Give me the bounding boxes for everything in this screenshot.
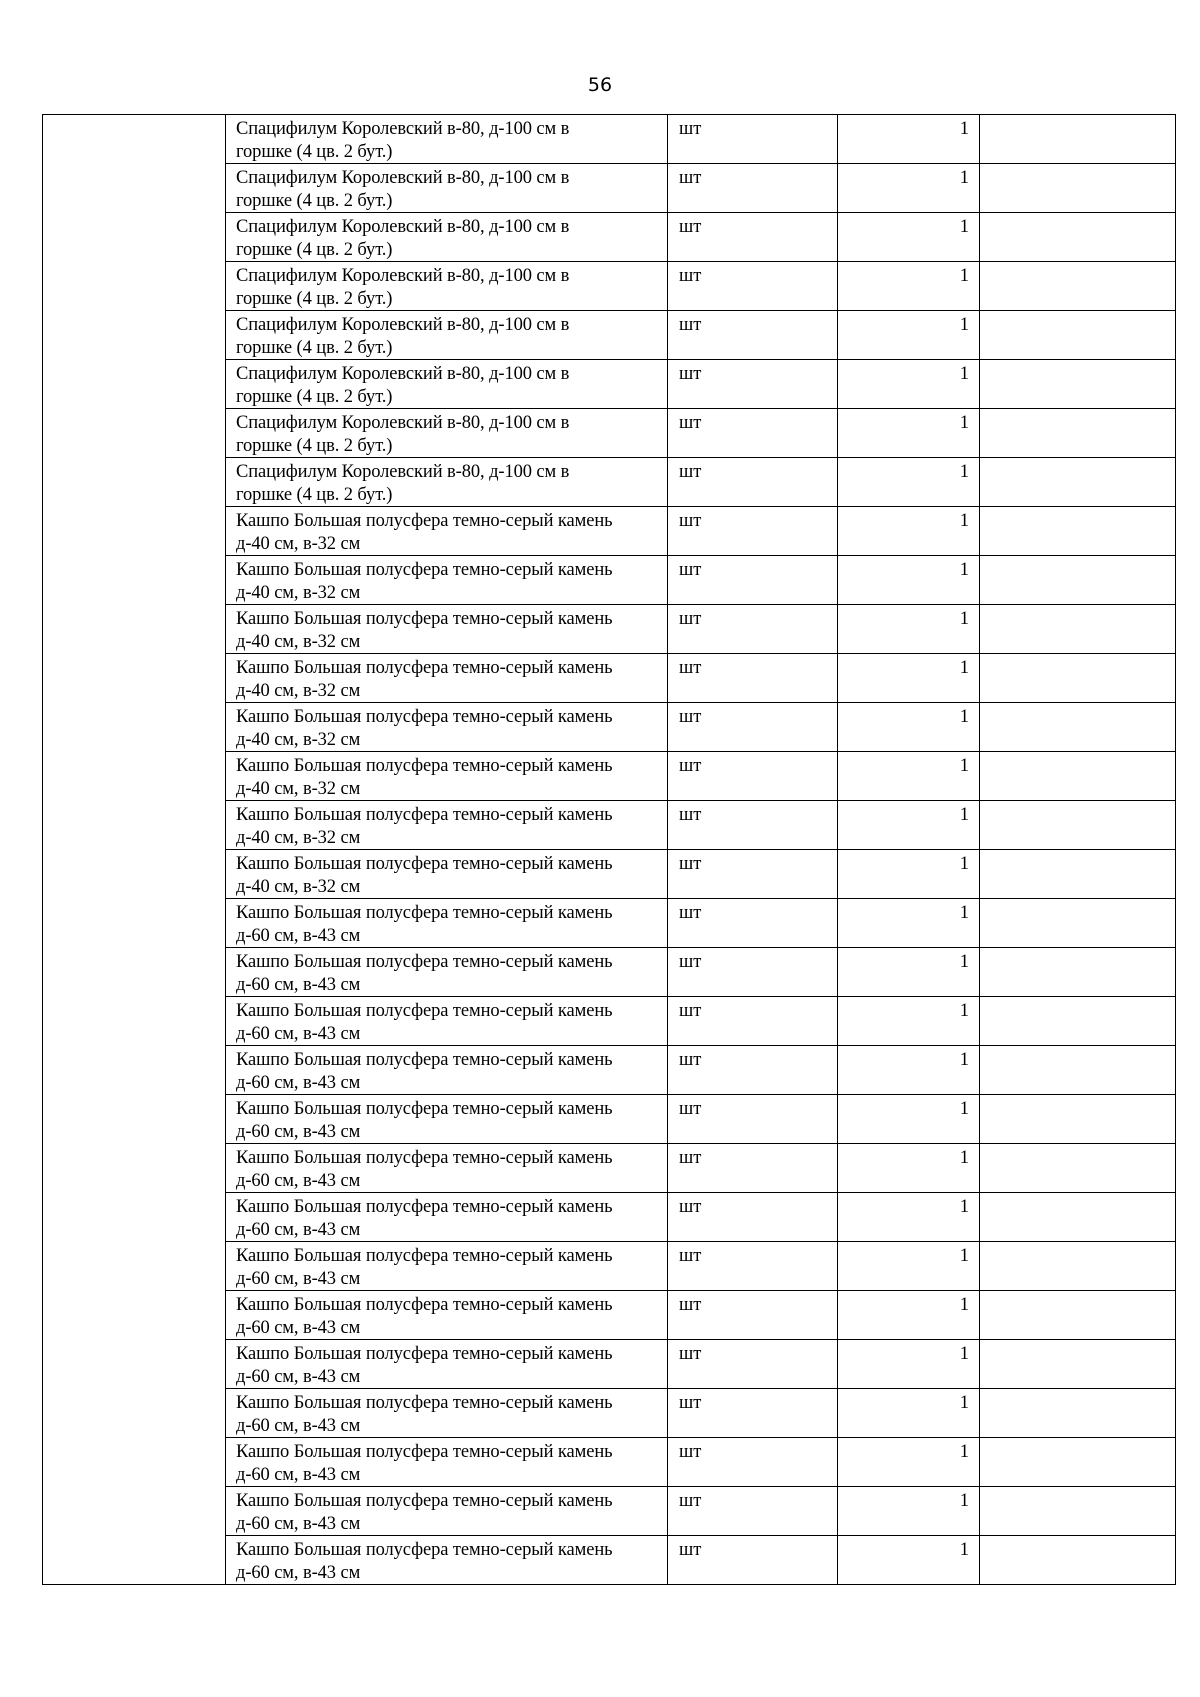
item-name-line2: д-60 см, в-43 см: [236, 1464, 361, 1485]
item-name-cell: [226, 1193, 668, 1242]
item-name-line2: д-40 см, в-32 см: [236, 778, 361, 799]
item-empty-cell: [980, 213, 1176, 262]
item-unit-cell: шт: [668, 311, 838, 360]
item-name-line2: д-60 см, в-43 см: [236, 1072, 361, 1093]
item-qty-cell: 1: [838, 164, 980, 213]
item-empty-cell: [980, 801, 1176, 850]
item-qty-cell: 1: [838, 115, 980, 164]
item-qty-cell: 1: [838, 458, 980, 507]
item-name-line1: Кашпо Большая полусфера темно-серый камень: [236, 1197, 613, 1217]
item-qty-cell: 1: [838, 703, 980, 752]
item-unit-cell: шт: [668, 507, 838, 556]
item-name-line1: Кашпо Большая полусфера темно-серый камень: [236, 560, 613, 580]
item-name-line1: Кашпо Большая полусфера темно-серый камень: [236, 658, 613, 678]
item-name-line1: Кашпо Большая полусфера темно-серый камень: [236, 805, 613, 825]
item-name-cell: [226, 899, 668, 948]
item-unit-cell: шт: [668, 164, 838, 213]
item-unit-cell: шт: [668, 1536, 838, 1585]
section-cell: [43, 115, 226, 1585]
item-name-cell: [226, 1536, 668, 1585]
item-empty-cell: [980, 703, 1176, 752]
item-name-line2: д-40 см, в-32 см: [236, 533, 361, 554]
item-unit-cell: шт: [668, 213, 838, 262]
item-unit-cell: шт: [668, 948, 838, 997]
item-qty-cell: 1: [838, 997, 980, 1046]
item-name-line1: Кашпо Большая полусфера темно-серый камень: [236, 1491, 613, 1511]
item-name-line1: Кашпо Большая полусфера темно-серый камень: [236, 903, 613, 923]
item-unit-cell: шт: [668, 262, 838, 311]
item-empty-cell: [980, 605, 1176, 654]
item-empty-cell: [980, 1144, 1176, 1193]
item-name-line2: д-60 см, в-43 см: [236, 1415, 361, 1436]
item-name-cell: [226, 1046, 668, 1095]
item-name-line1: Кашпо Большая полусфера темно-серый камень: [236, 707, 613, 727]
item-empty-cell: [980, 948, 1176, 997]
item-name-cell: [226, 458, 668, 507]
item-name-cell: [226, 507, 668, 556]
item-qty-cell: 1: [838, 556, 980, 605]
item-name-cell: [226, 752, 668, 801]
item-name-line2: д-60 см, в-43 см: [236, 1170, 361, 1191]
item-empty-cell: [980, 458, 1176, 507]
item-name-line2: горшке (4 цв. 2 бут.): [236, 288, 393, 309]
item-name-line2: д-60 см, в-43 см: [236, 1317, 361, 1338]
item-name-line2: д-40 см, в-32 см: [236, 876, 361, 897]
item-empty-cell: [980, 556, 1176, 605]
items-table-body: [43, 115, 1176, 1585]
item-qty-cell: 1: [838, 899, 980, 948]
item-name-cell: [226, 409, 668, 458]
item-unit-cell: шт: [668, 1095, 838, 1144]
item-name-cell: [226, 605, 668, 654]
item-name-line2: д-40 см, в-32 см: [236, 631, 361, 652]
item-unit-cell: шт: [668, 1340, 838, 1389]
item-empty-cell: [980, 1340, 1176, 1389]
item-unit-cell: шт: [668, 360, 838, 409]
item-empty-cell: [980, 1242, 1176, 1291]
item-name-line2: горшке (4 цв. 2 бут.): [236, 337, 393, 358]
item-unit-cell: шт: [668, 556, 838, 605]
item-unit-cell: шт: [668, 899, 838, 948]
item-unit-cell: шт: [668, 1144, 838, 1193]
item-unit-cell: шт: [668, 703, 838, 752]
item-name-line1: Кашпо Большая полусфера темно-серый камень: [236, 1050, 613, 1070]
item-name-cell: [226, 703, 668, 752]
item-qty-cell: 1: [838, 605, 980, 654]
item-name-cell: [226, 556, 668, 605]
page-number: 56: [587, 74, 613, 96]
item-unit-cell: шт: [668, 654, 838, 703]
item-name-cell: [226, 1487, 668, 1536]
item-name-cell: [226, 1389, 668, 1438]
item-name-line1: Кашпо Большая полусфера темно-серый камень: [236, 952, 613, 972]
table-row: [43, 115, 1176, 164]
item-unit-cell: шт: [668, 1487, 838, 1536]
item-name-line2: д-60 см, в-43 см: [236, 1219, 361, 1240]
item-name-line2: д-40 см, в-32 см: [236, 827, 361, 848]
item-unit-cell: шт: [668, 115, 838, 164]
item-name-cell: [226, 115, 668, 164]
item-empty-cell: [980, 1046, 1176, 1095]
item-empty-cell: [980, 360, 1176, 409]
item-name-cell: [226, 801, 668, 850]
item-name-cell: [226, 1144, 668, 1193]
item-name-line1: Спацифилум Королевский в-80, д-100 см в: [236, 413, 570, 433]
item-name-line2: горшке (4 цв. 2 бут.): [236, 386, 393, 407]
item-qty-cell: 1: [838, 1144, 980, 1193]
item-name-cell: [226, 213, 668, 262]
item-qty-cell: 1: [838, 948, 980, 997]
item-name-line2: горшке (4 цв. 2 бут.): [236, 484, 393, 505]
item-unit-cell: шт: [668, 850, 838, 899]
item-empty-cell: [980, 1193, 1176, 1242]
item-qty-cell: 1: [838, 1389, 980, 1438]
item-empty-cell: [980, 164, 1176, 213]
item-qty-cell: 1: [838, 360, 980, 409]
item-qty-cell: 1: [838, 850, 980, 899]
item-name-line2: горшке (4 цв. 2 бут.): [236, 190, 393, 211]
item-name-cell: [226, 948, 668, 997]
item-name-cell: [226, 997, 668, 1046]
item-name-line2: д-60 см, в-43 см: [236, 1562, 361, 1583]
item-unit-cell: шт: [668, 997, 838, 1046]
item-unit-cell: шт: [668, 1242, 838, 1291]
item-name-line1: Кашпо Большая полусфера темно-серый камень: [236, 1540, 613, 1560]
item-empty-cell: [980, 262, 1176, 311]
item-empty-cell: [980, 1487, 1176, 1536]
item-qty-cell: 1: [838, 1046, 980, 1095]
item-name-line2: д-40 см, в-32 см: [236, 729, 361, 750]
item-empty-cell: [980, 409, 1176, 458]
item-name-line2: д-60 см, в-43 см: [236, 974, 361, 995]
item-name-line1: Кашпо Большая полусфера темно-серый камень: [236, 609, 613, 629]
item-unit-cell: шт: [668, 458, 838, 507]
item-qty-cell: 1: [838, 1095, 980, 1144]
item-name-line1: Кашпо Большая полусфера темно-серый камень: [236, 1393, 613, 1413]
item-name-cell: [226, 360, 668, 409]
item-name-line1: Спацифилум Королевский в-80, д-100 см в: [236, 315, 570, 335]
item-unit-cell: шт: [668, 605, 838, 654]
item-name-line1: Спацифилум Королевский в-80, д-100 см в: [236, 119, 570, 139]
item-qty-cell: 1: [838, 507, 980, 556]
item-name-cell: [226, 850, 668, 899]
item-name-line1: Кашпо Большая полусфера темно-серый камень: [236, 1099, 613, 1119]
items-table: [42, 114, 1176, 1585]
item-name-line1: Кашпо Большая полусфера темно-серый камень: [236, 1001, 613, 1021]
item-unit-cell: шт: [668, 1193, 838, 1242]
item-qty-cell: 1: [838, 1487, 980, 1536]
item-qty-cell: 1: [838, 1291, 980, 1340]
item-qty-cell: 1: [838, 1193, 980, 1242]
item-name-line2: д-60 см, в-43 см: [236, 1366, 361, 1387]
item-name-cell: [226, 262, 668, 311]
item-empty-cell: [980, 1536, 1176, 1585]
item-name-line1: Кашпо Большая полусфера темно-серый камень: [236, 1295, 613, 1315]
item-qty-cell: 1: [838, 1438, 980, 1487]
item-name-line2: д-60 см, в-43 см: [236, 925, 361, 946]
item-empty-cell: [980, 115, 1176, 164]
item-qty-cell: 1: [838, 262, 980, 311]
item-empty-cell: [980, 1389, 1176, 1438]
item-name-cell: [226, 1291, 668, 1340]
item-name-line1: Кашпо Большая полусфера темно-серый камень: [236, 1442, 613, 1462]
item-empty-cell: [980, 654, 1176, 703]
item-unit-cell: шт: [668, 1291, 838, 1340]
item-name-line2: д-40 см, в-32 см: [236, 582, 361, 603]
item-name-line1: Кашпо Большая полусфера темно-серый камень: [236, 1344, 613, 1364]
item-name-line1: Спацифилум Королевский в-80, д-100 см в: [236, 462, 570, 482]
item-name-cell: [226, 311, 668, 360]
item-qty-cell: 1: [838, 1340, 980, 1389]
item-empty-cell: [980, 997, 1176, 1046]
item-qty-cell: 1: [838, 1242, 980, 1291]
item-unit-cell: шт: [668, 752, 838, 801]
item-unit-cell: шт: [668, 1389, 838, 1438]
item-empty-cell: [980, 1291, 1176, 1340]
item-name-line2: д-60 см, в-43 см: [236, 1121, 361, 1142]
item-empty-cell: [980, 311, 1176, 360]
item-qty-cell: 1: [838, 409, 980, 458]
item-name-line1: Кашпо Большая полусфера темно-серый камень: [236, 1148, 613, 1168]
item-name-line1: Кашпо Большая полусфера темно-серый камень: [236, 1246, 613, 1266]
item-name-line1: Кашпо Большая полусфера темно-серый камень: [236, 511, 613, 531]
item-unit-cell: шт: [668, 1046, 838, 1095]
item-unit-cell: шт: [668, 801, 838, 850]
item-qty-cell: 1: [838, 752, 980, 801]
item-empty-cell: [980, 752, 1176, 801]
item-name-line2: д-60 см, в-43 см: [236, 1513, 361, 1534]
item-qty-cell: 1: [838, 1536, 980, 1585]
item-name-line2: д-60 см, в-43 см: [236, 1023, 361, 1044]
item-name-line2: д-40 см, в-32 см: [236, 680, 361, 701]
item-qty-cell: 1: [838, 311, 980, 360]
item-name-line2: горшке (4 цв. 2 бут.): [236, 141, 393, 162]
item-name-line1: Спацифилум Королевский в-80, д-100 см в: [236, 364, 570, 384]
item-unit-cell: шт: [668, 409, 838, 458]
item-name-line2: горшке (4 цв. 2 бут.): [236, 435, 393, 456]
item-empty-cell: [980, 850, 1176, 899]
item-name-line1: Спацифилум Королевский в-80, д-100 см в: [236, 217, 570, 237]
item-name-line2: д-60 см, в-43 см: [236, 1268, 361, 1289]
item-qty-cell: 1: [838, 654, 980, 703]
item-empty-cell: [980, 1095, 1176, 1144]
item-name-cell: [226, 1242, 668, 1291]
item-name-line1: Спацифилум Королевский в-80, д-100 см в: [236, 266, 570, 286]
item-name-line1: Кашпо Большая полусфера темно-серый камень: [236, 756, 613, 776]
item-qty-cell: 1: [838, 801, 980, 850]
item-qty-cell: 1: [838, 213, 980, 262]
item-name-cell: [226, 654, 668, 703]
item-name-line1: Спацифилум Королевский в-80, д-100 см в: [236, 168, 570, 188]
item-name-cell: [226, 1340, 668, 1389]
item-empty-cell: [980, 899, 1176, 948]
item-empty-cell: [980, 507, 1176, 556]
item-name-cell: [226, 1438, 668, 1487]
item-name-cell: [226, 1095, 668, 1144]
item-name-line2: горшке (4 цв. 2 бут.): [236, 239, 393, 260]
item-name-line1: Кашпо Большая полусфера темно-серый камень: [236, 854, 613, 874]
item-unit-cell: шт: [668, 1438, 838, 1487]
item-empty-cell: [980, 1438, 1176, 1487]
item-name-cell: [226, 164, 668, 213]
